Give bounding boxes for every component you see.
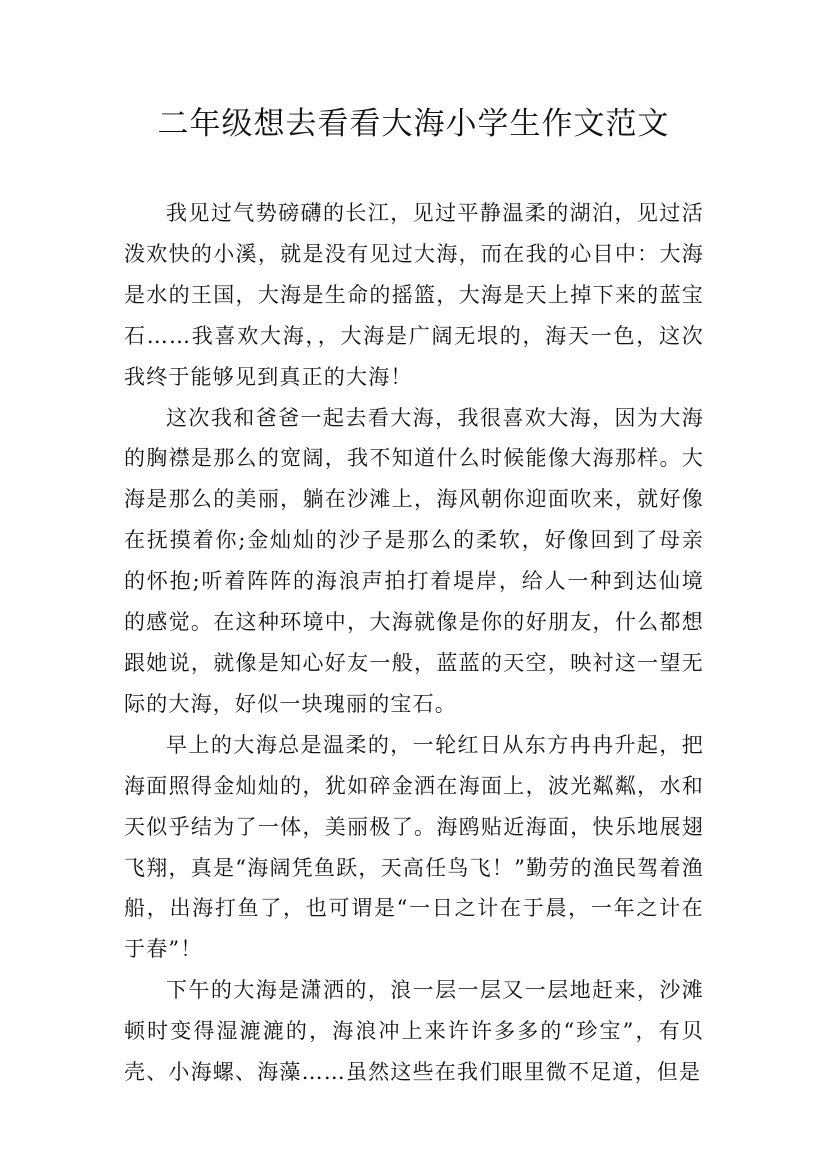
paragraph-3: 早上的大海总是温柔的，一轮红日从东方冉冉升起，把海面照得金灿灿的，犹如碎金洒在海面上，波光粼粼，水和天似乎结为了一体，美丽极了。海鸥贴近海面，快乐地展翅飞翔，真是“海阔凭鱼跃，天高任鸟飞！”勤劳的渔民驾着渔船，出海打鱼了，也可谓是“一日之计在于晨，一年之计在于春”！	[124, 732, 704, 962]
document-title: 二年级想去看看大海小学生作文范文	[157, 106, 670, 142]
document-body	[124, 193, 704, 1093]
paragraph-4: 下午的大海是潇洒的，浪一层一层又一层地赶来，沙滩顿时变得湿漉漉的，海浪冲上来许许多多的“珍宝”，有贝壳、小海螺、海藻……虽然这些在我们眼里微不足道，但是	[124, 978, 704, 1085]
paragraph-2: 这次我和爸爸一起去看大海，我很喜欢大海，因为大海的胸襟是那么的宽阔，我不知道什么时候能像大海那样。大海是那么的美丽，躺在沙滩上，海风朝你迎面吹来，就好像在抚摸着你;金灿灿的沙子是那么的柔软，好像回到了母亲的怀抱;听着阵阵的海浪声拍打着堤岸，给人一种到达仙境的感觉。在这种环境中，大海就像是你的好朋友，什么都想跟她说，就像是知心好友一般，蓝蓝的天空，映衬这一望无际的大海，好似一块瑰丽的宝石。	[124, 405, 704, 716]
paragraph-1: 我见过气势磅礴的长江，见过平静温柔的湖泊，见过活泼欢快的小溪，就是没有见过大海，而在我的心目中：大海是水的王国，大海是生命的摇篮，大海是天上掉下来的蓝宝石……我喜欢大海，，大海是广阔无垠的，海天一色，这次我终于能够见到真正的大海！	[124, 201, 704, 389]
